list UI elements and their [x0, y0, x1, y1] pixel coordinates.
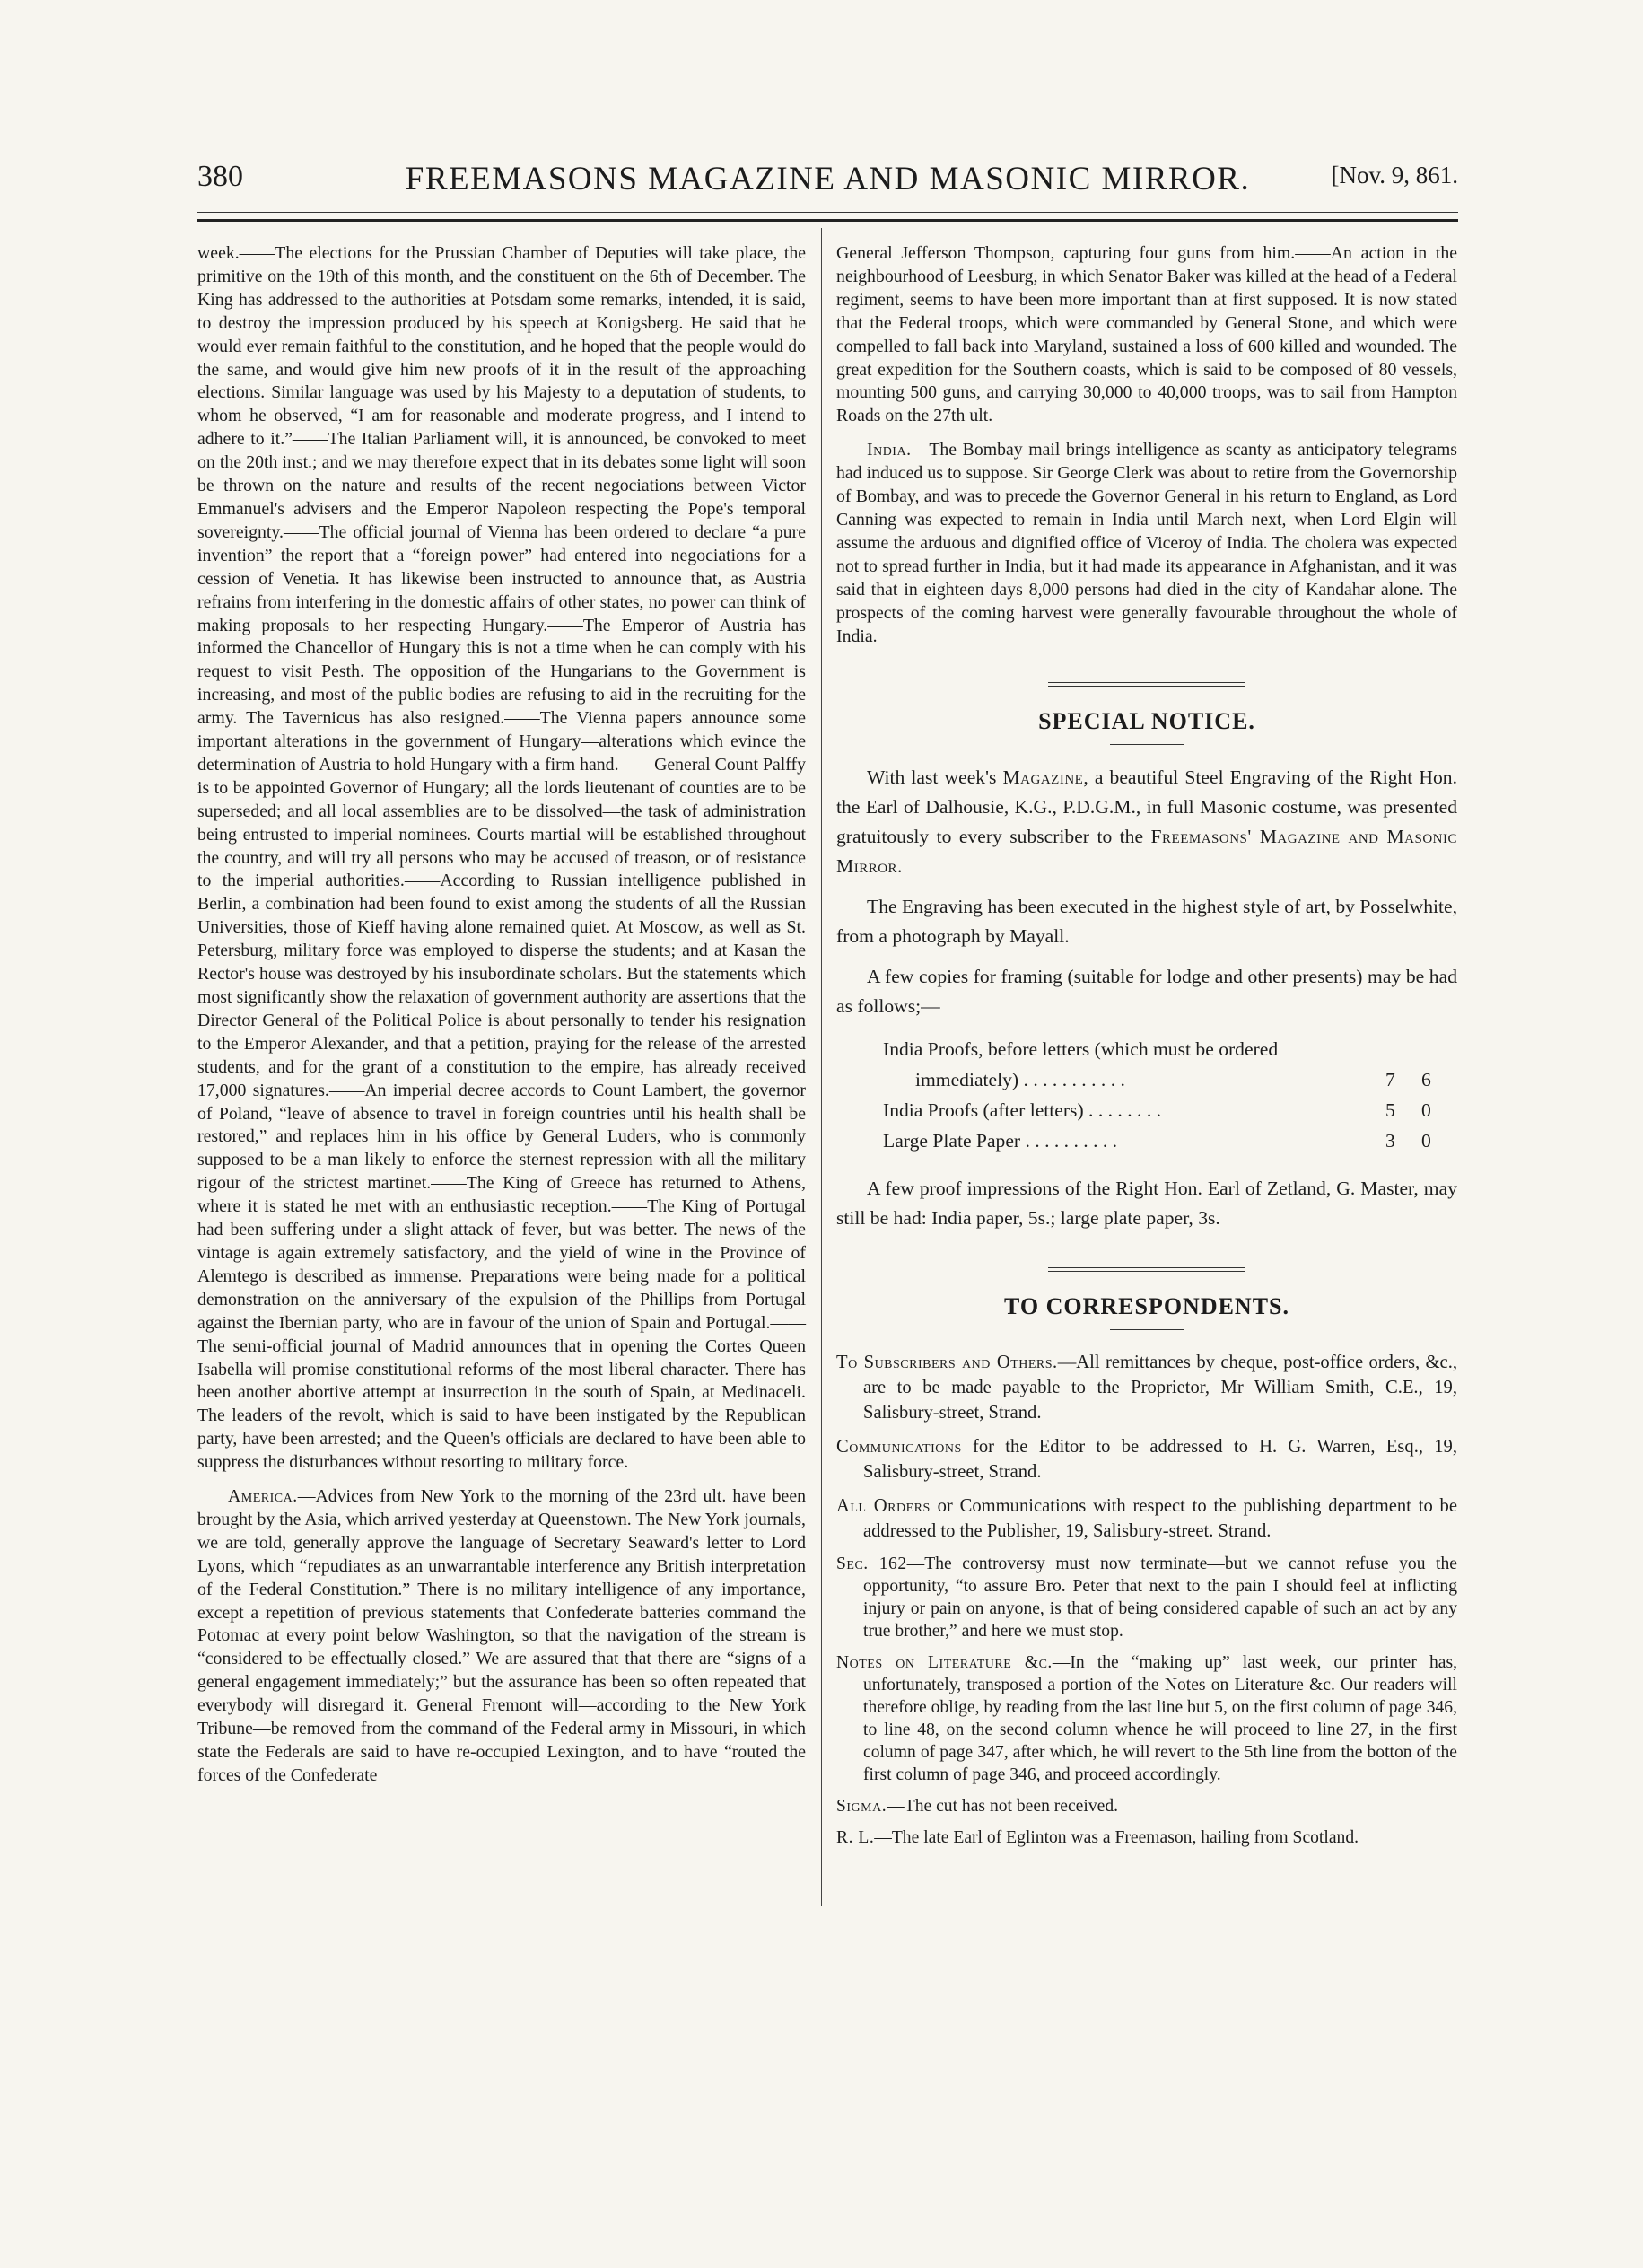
- entry-text: —All remittances by cheque, post-office orders, &c., are to be made payable to the Proprietor, Mr William Smith, C.E., 19, Salisbury-street, Strand.: [863, 1353, 1457, 1423]
- entry-lead: Communications: [836, 1437, 962, 1458]
- notice-paragraph-4: A few proof impressions of the Right Hon. Earl of Zetland, G. Master, may still be had: India paper, 5s.; large plate paper, 3s.: [836, 1178, 1457, 1230]
- price-row: [883, 1034, 1457, 1064]
- entry-text: —The controversy must now terminate—but we cannot refuse you the opportunity, “to assure Bro. Peter that next to the pain I should feel at inflicting injury or pain on anyone, is that of being considered capable of such an act by any true brother,” and here we must stop.: [863, 1554, 1457, 1642]
- right-column: [836, 242, 1457, 1858]
- price-label: India Proofs (after letters) . . . . . . . .: [883, 1099, 1162, 1122]
- correspondent-entry: [836, 1826, 1457, 1849]
- issue-date: [Nov. 9, 861.: [1331, 162, 1458, 188]
- notice-paragraph-3: A few copies for framing (suitable for lodge and other presents) may be had as follows;—: [836, 966, 1457, 1018]
- page-number: 380: [197, 160, 243, 193]
- special-notice-heading: SPECIAL NOTICE.: [1038, 708, 1255, 735]
- price-shillings: 3: [1385, 1130, 1395, 1152]
- entry-lead: Sigma.: [836, 1797, 887, 1817]
- correspondent-entry: [836, 1651, 1457, 1786]
- price-pence: 0: [1421, 1130, 1431, 1152]
- entry-text: —The late Earl of Eglinton was a Freemason, hailing from Scotland.: [874, 1828, 1359, 1848]
- price-list: [883, 1034, 1457, 1156]
- price-label: India Proofs, before letters (which must be ordered: [883, 1038, 1279, 1061]
- entry-text: or Communications with respect to the publishing department to be addressed to the Publisher, 19, Salisbury-street. Strand.: [863, 1496, 1457, 1542]
- entry-lead: Notes on Literature &c.: [836, 1653, 1053, 1673]
- entry-text: —The cut has not been received.: [887, 1797, 1119, 1817]
- price-pence: 0: [1421, 1099, 1431, 1122]
- notice-magazine-title: Freemasons' Magazine and Masonic Mirror.: [836, 826, 1457, 878]
- correspondent-entry: [836, 1553, 1457, 1642]
- india-text: —The Bombay mail brings intelligence as scanty as anticipatory telegrams had induced us to suppose. Sir George Clerk was about to retire from the Governorship of Bombay, and was to precede the Governor General in his return to England, as Lord Canning was expected to remain in India until March next, when Lord Elgin will assume the arduous and dignified office of Viceroy of India. The cholera was expected not to spread further in India, but it had made its appearance in Afghanistan, and it was said that in eighteen days 8,000 persons had died in the city of Kandahar alone. The prospects of the coming harvest were generally favourable throughout the whole of India.: [836, 440, 1457, 646]
- price-label: immediately) . . . . . . . . . . .: [915, 1069, 1125, 1091]
- price-pence: [1421, 1034, 1457, 1064]
- price-row: [883, 1064, 1457, 1095]
- price-shillings: 7: [1385, 1069, 1395, 1091]
- header-rule-thick: [197, 219, 1458, 222]
- price-row: [883, 1125, 1457, 1156]
- america-paragraph: [197, 1485, 806, 1788]
- america-continued-paragraph: General Jefferson Thompson, capturing four guns from him.——An action in the neighbourhood of Leesburg, in which Senator Baker was killed at the head of a Federal regiment, seems to have been more important than at first supposed. It is now stated that the Federal troops, which were commanded by General Stone, and which were compelled to fall back into Maryland, sustained a loss of 600 killed and wounded. The great expedition for the Southern coasts, which is said to be composed of 80 vessels, mounting 500 guns, and carrying 30,000 to 40,000 troops, was to sail from Hampton Roads on the 27th ult.: [836, 243, 1457, 426]
- column-divider: [821, 228, 822, 1906]
- correspondents-heading: TO CORRESPONDENTS.: [1003, 1293, 1290, 1320]
- correspondent-entry: [836, 1350, 1457, 1425]
- special-notice-section: [836, 710, 1457, 1233]
- correspondent-entry: [836, 1493, 1457, 1544]
- header-rule-thin: [197, 212, 1458, 213]
- correspondents-section: [836, 1295, 1457, 1849]
- price-shillings: [1385, 1034, 1421, 1064]
- foreign-news-paragraph: week.——The elections for the Prussian Chamber of Deputies will take place, the primitive on the 19th of this month, and the constituent on the 6th of December. The King has addressed to the authorities at Potsdam some remarks, intended, it is said, to destroy the impression produced by his speech at Konigsberg. He said that he would ever remain faithful to the constitution, and he hoped that the people would do the same, and would give him new proofs of it in the result of the approaching elections. Similar language was used by his Majesty to a deputation of students, to whom he observed, “I am for reasonable and moderate progress, and I intend to adhere to it.”——The Italian Parliament will, it is announced, be convoked to meet on the 20th inst.; and we may therefore expect that in its debates some light will soon be thrown on the nature and results of the recent negociations between Victor Emmanuel's advisers and the Emperor Napoleon respecting the Pope's temporal sovereignty.——The official journal of Vienna has been ordered to declare “a pure invention” the report that a “foreign power” had entered into negociations for a cession of Venetia. It has likewise been instructed to announce that, as Austria refrains from interfering in the domestic affairs of other states, no power can think of making proposals to her respecting Hungary.——The Emperor of Austria has informed the Chancellor of Hungary this is not a time when he can comply with his request to visit Pesth. The opposition of the Hungarians to the Government is increasing, and most of the public bodies are refusing to aid in the recruiting for the army. The Tavernicus has also resigned.——The Vienna papers announce some important alterations in the government of Hungary—alterations which evince the determination of Austria to hold Hungary with a firm hand.——General Count Palffy is to be appointed Governor of Hungary; all the lords lieutenant of counties are to be superseded; and all local assemblies are to be dissolved—the task of administration being entrusted to imperial nominees. Courts martial will be established throughout the country, and will try all persons who may be accused of treason, or of resistance to the imperial authorities.——According to Russian intelligence published in Berlin, a combination had been found to exist among the students of all the Russian Universities, those of Kieff having alone remained quiet. At Moscow, as well as St. Petersburg, military force was employed to disperse the students; and at Kasan the Rector's house was destroyed by his insubordinate scholars. But the statements which most significantly show the relaxation of government authority are assertions that the Director General of the Political Police is about personally to tender his resignation to the Emperor Alexander, and that a petition, praying for the release of the arrested students, and for the grant of a constitution to the empire, has already received 17,000 signatures.——An imperial decree accords to Count Lambert, the governor of Poland, “leave of absence to travel in foreign countries until his health shall be restored,” and replaces him in his office by General Luders, who is commonly supposed to be a man likely to enforce the sternest repression with all the military rigour of the strictest martinet.——The King of Greece has returned to Athens, where it is stated he met with an enthusiastic reception.——The King of Portugal had been suffering under a slight attack of fever, but was better. The news of the vintage is again extremely satisfactory, and the yield of wine in the Province of Alemtego is described as immense. Preparations were being made for a political demonstration on the anniversary of the expulsion of the Phillips from Portugal against the Ibernian party, who are in favour of the union of Spain and Portugal.——The semi-official journal of Madrid announces that in opening the Cortes Queen Isabella will promise constitutional reforms of the most liberal character. There has been another abortive attempt at insurrection in the south of Spain, at Medinaceli. The leaders of the revolt, which is said to have been instigated by the Republican party, have been arrested; and the Queen's officials are declared to have been able to suppress the disturbances without resorting to military force.: [197, 243, 806, 1473]
- correspondent-entry: [836, 1434, 1457, 1484]
- entry-lead: All Orders: [836, 1496, 931, 1517]
- correspondent-entry: [836, 1795, 1457, 1817]
- america-lead: America.: [228, 1486, 298, 1507]
- notice-paragraph-1: [836, 763, 1457, 881]
- price-label: Large Plate Paper . . . . . . . . . .: [883, 1130, 1118, 1152]
- notice-magazine: Magazine: [1002, 766, 1084, 789]
- india-lead: India.: [867, 440, 912, 460]
- price-row: [883, 1095, 1457, 1125]
- price-pence: 6: [1421, 1069, 1431, 1091]
- left-column: [197, 242, 806, 1799]
- price-shillings: 5: [1385, 1099, 1395, 1122]
- america-text: —Advices from New York to the morning of the 23rd ult. have been brought by the Asia, which arrived yesterday at Queenstown. The New York journals, we are told, generally approve the language of Secretary Seaward's letter to Lord Lyons, which “repudiates as an unwarrantable interference any British interpretation of the Federal Constitution.” There is no military intelligence of any importance, except a repetition of previous statements that Confederate batteries command the Potomac at every point below Washington, so that the navigation of the stream is “considered to be effectually closed.” We are assured that that there are “signs of a general engagement immediately;” but the assurance has been so often repeated that everybody will disregard it. General Fremont will—according to the New York Tribune—be removed from the command of the Federal army in Missouri, in which state the Federals are said to have re-occupied Lexington, and to have “routed the forces of the Confederate: [197, 1486, 806, 1785]
- india-paragraph: [836, 439, 1457, 648]
- notice-text-b: , a beautiful Steel Engraving of the Right Hon. the Earl of Dalhousie, K.G., P.D.G.M., in full Masonic costume, was presented gratuitously to every subscriber to the: [836, 766, 1457, 848]
- masthead-title: FREEMASONS MAGAZINE AND MASONIC MIRROR.: [405, 161, 1251, 197]
- entry-text: —In the “making up” last week, our printer has, unfortunately, transposed a portion of the Notes on Literature &c. Our readers will therefore oblige, by reading from the last line but 5, on the first column of page 346, to line 48, on the second column whence he will proceed to line 27, in the first column of page 347, after which, he will revert to the 5th line from the botton of the first column of page 346, and proceed accordingly.: [863, 1653, 1457, 1785]
- notice-paragraph-2: The Engraving has been executed in the highest style of art, by Posselwhite, from a photograph by Mayall.: [836, 896, 1457, 948]
- entry-lead: R. L.: [836, 1828, 875, 1848]
- page-header: [197, 160, 1458, 201]
- entry-text: for the Editor to be addressed to H. G. Warren, Esq., 19, Salisbury-street, Strand.: [863, 1437, 1457, 1483]
- entry-lead: To Subscribers and Others.: [836, 1353, 1058, 1373]
- entry-lead: Sec. 162: [836, 1554, 907, 1574]
- notice-text-a: With last week's: [867, 766, 997, 789]
